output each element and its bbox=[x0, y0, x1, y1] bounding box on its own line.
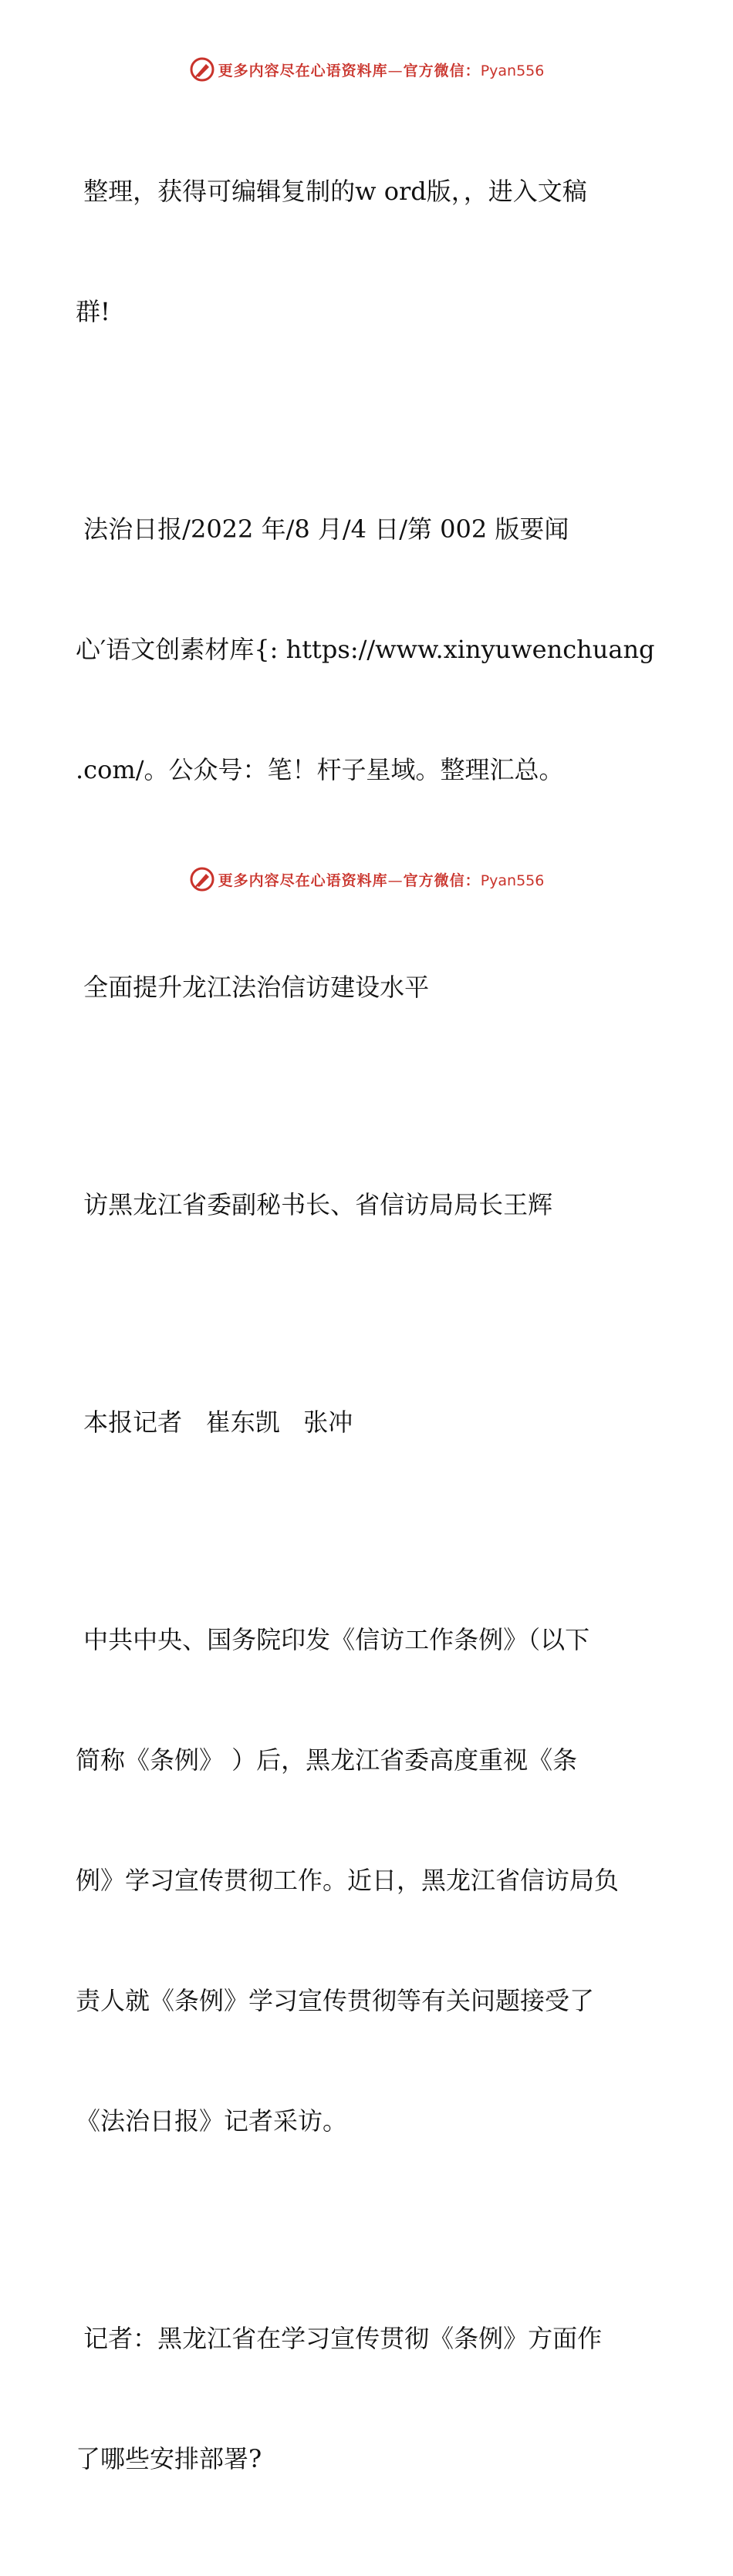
paragraph-1 bbox=[76, 91, 662, 412]
article-subtitle bbox=[76, 1104, 662, 1305]
pen-logo-icon bbox=[189, 56, 215, 83]
text-line: 《法治日报》记者采访。 bbox=[76, 2106, 348, 2136]
text-line: .com/。公众号：笔！杆子星域。整理汇总。 bbox=[76, 755, 564, 784]
text-line: 简称《条例》 ）后，黑龙江省委高度重视《条 bbox=[76, 1745, 578, 1775]
paragraph-intro bbox=[76, 1539, 662, 2221]
text-line: 记者：黑龙江省在学习宣传贯彻《条例》方面作 bbox=[76, 2324, 603, 2353]
text-line: 例》学习宣传贯彻工作。近日，黑龙江省信访局负 bbox=[76, 1866, 620, 1895]
footer-banner bbox=[0, 864, 733, 895]
text-line: 心′语文创素材库{: https://www.xinyuwenchuang bbox=[76, 635, 655, 664]
text-line: 整理，获得可编辑复制的w ord版，，进入文稿 bbox=[76, 177, 587, 206]
header-banner bbox=[0, 54, 733, 85]
text-line: 了哪些安排部署? bbox=[76, 2444, 262, 2473]
paragraph-question bbox=[76, 2238, 662, 2559]
paragraph-2 bbox=[76, 429, 662, 870]
text-line: 访黑龙江省委副秘书长、省信访局局长王辉 bbox=[76, 1190, 553, 1219]
text-line: 中共中央、国务院印发《信访工作条例》（以下 bbox=[76, 1625, 590, 1654]
document-body bbox=[76, 91, 662, 2576]
text-line: 法治日报/2022 年/8 月/4 日/第 002 版要闻 bbox=[76, 514, 569, 544]
text-line: 责人就《条例》学习宣传贯彻等有关问题接受了 bbox=[76, 1986, 595, 2015]
text-line: 全面提升龙江法治信访建设水平 bbox=[76, 973, 430, 1002]
text-line: 群! bbox=[76, 297, 110, 326]
article-title bbox=[76, 887, 662, 1087]
header-text: 更多内容尽在心语资料库—官方微信：Pyan556 bbox=[218, 62, 545, 79]
footer-text: 更多内容尽在心语资料库—官方微信：Pyan556 bbox=[218, 872, 545, 889]
pen-logo-icon bbox=[189, 866, 215, 892]
text-line: 本报记者 崔东凯 张冲 bbox=[76, 1408, 353, 1437]
byline bbox=[76, 1322, 662, 1522]
